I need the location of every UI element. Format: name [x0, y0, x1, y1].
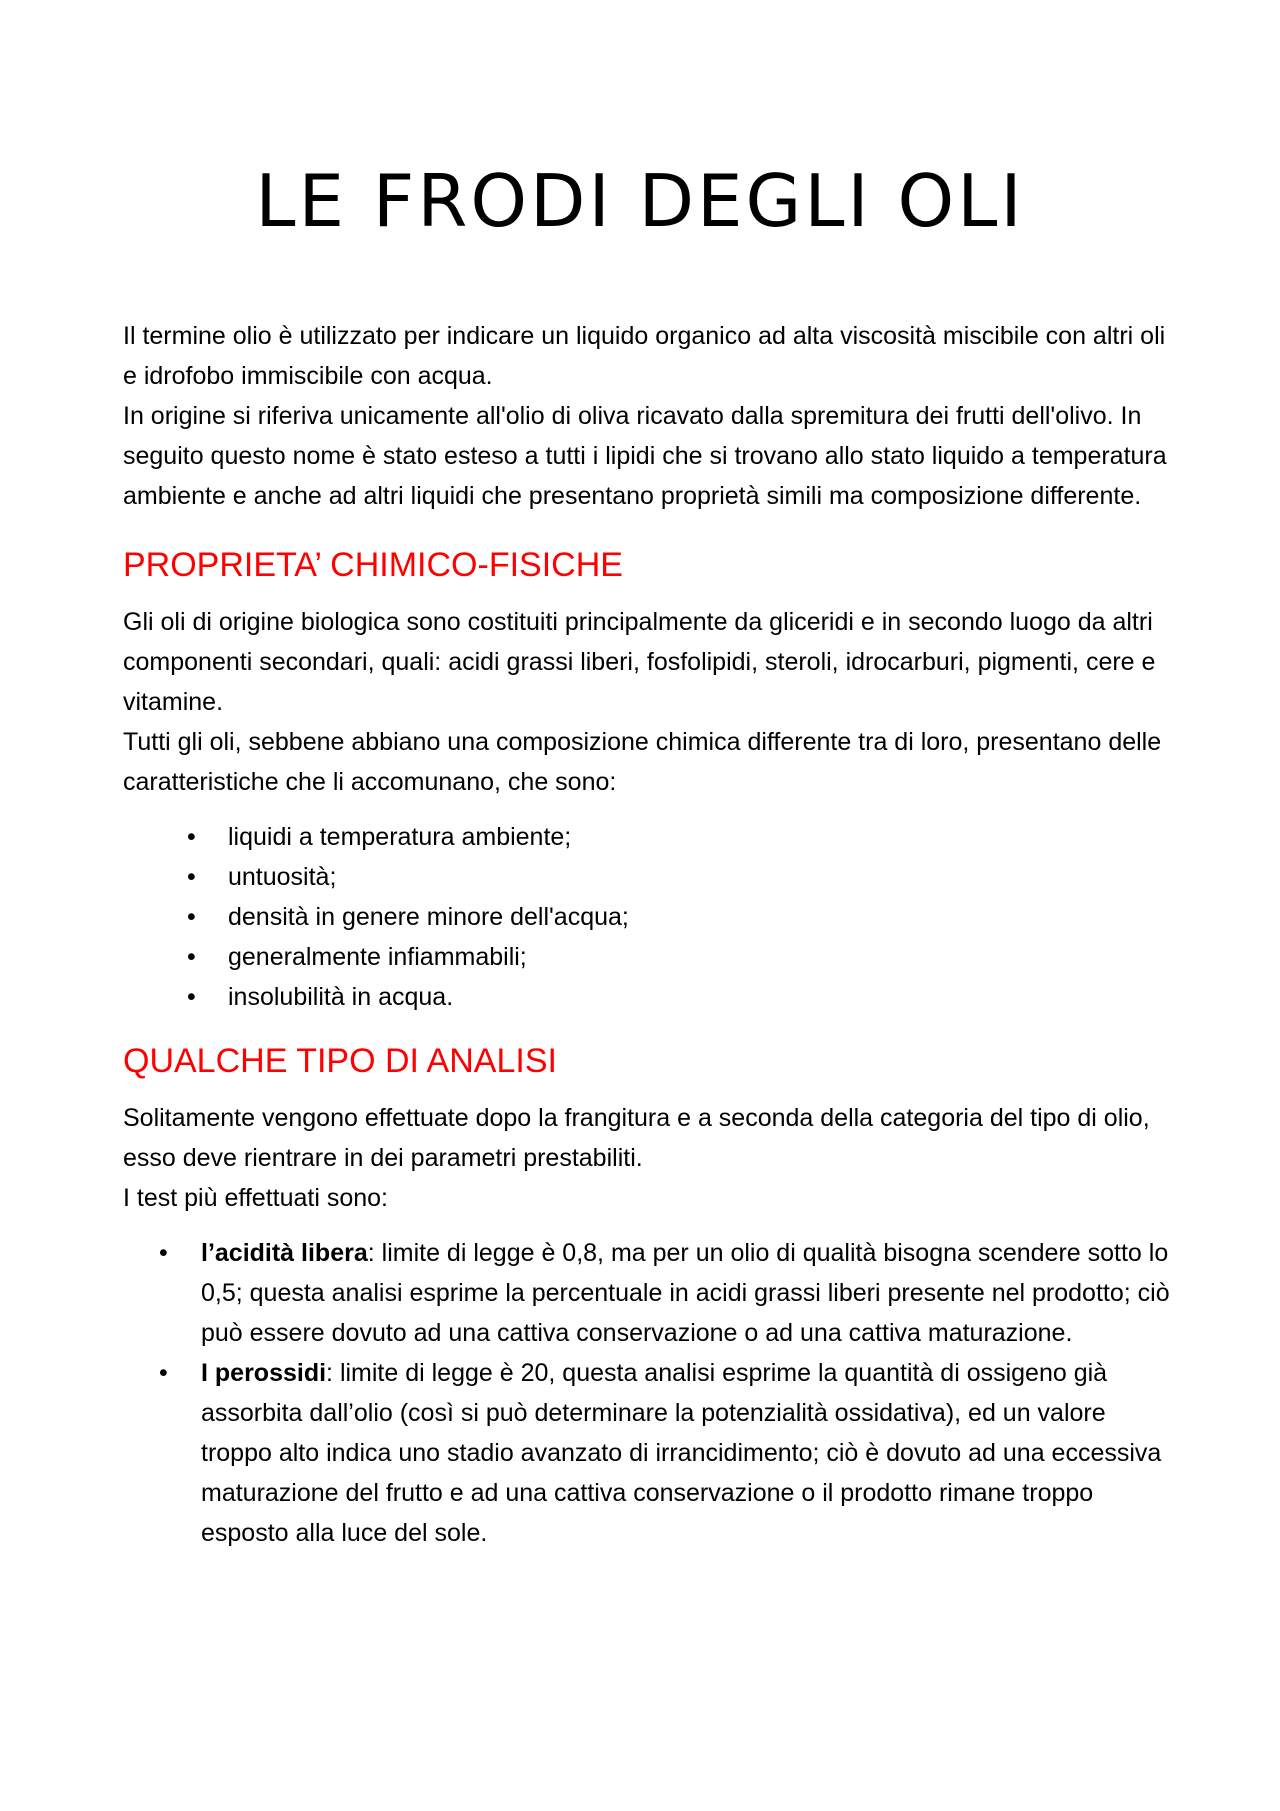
list-item: [123, 817, 1173, 857]
bullet-icon: •: [187, 863, 196, 891]
list-item-text: untuosità;: [228, 863, 337, 891]
list-item: [123, 1353, 1173, 1553]
analysis-paragraph-2: I test più effettuati sono:: [123, 1184, 388, 1212]
properties-paragraph-2: Tutti gli oli, sebbene abbiano una composizione chimica differente tra di loro, presentano delle caratteristiche che li accomunano, che sono:: [123, 728, 1162, 796]
analysis-term-peroxides: I perossidi: [201, 1359, 327, 1387]
list-item: [123, 937, 1173, 977]
analysis-term-acidity: l’acidità libera: [201, 1239, 368, 1267]
list-item-text: liquidi a temperatura ambiente;: [228, 823, 572, 851]
properties-list: [123, 817, 1173, 1017]
bullet-icon: •: [187, 903, 196, 931]
analysis-text-acidity: : limite di legge è 0,8, ma per un olio di qualità bisogna scendere sotto lo 0,5; questa analisi esprime la percentuale in acidi grassi liberi presente nel prodotto; ciò può essere dovuto ad una cattiva conservazione o ad una cattiva maturazione.: [201, 1239, 1170, 1347]
list-item: [123, 897, 1173, 937]
bullet-icon: •: [187, 983, 196, 1011]
properties-paragraph-1: Gli oli di origine biologica sono costituiti principalmente da gliceridi e in secondo luogo da altri componenti secondari, quali: acidi grassi liberi, fosfolipidi, steroli, idrocarburi, pigmenti, cere e vitamine.: [123, 608, 1156, 716]
list-item: [123, 1233, 1173, 1353]
list-item: [123, 857, 1173, 897]
document-title: LE FRODI DEGLI OLI: [255, 159, 1025, 243]
bullet-icon: •: [187, 943, 196, 971]
intro-paragraph-1: Il termine olio è utilizzato per indicare un liquido organico ad alta viscosità miscibile con altri oli e idrofobo immiscibile con acqua.: [123, 322, 1166, 390]
intro-paragraph-2: In origine si riferiva unicamente all'olio di oliva ricavato dalla spremitura dei frutti dell'olivo. In seguito questo nome è stato esteso a tutti i lipidi che si trovano allo stato liquido a temperatura ambiente e anche ad altri liquidi che presentano proprietà simili ma composizione differente.: [123, 402, 1167, 510]
analysis-text-peroxides: : limite di legge è 20, questa analisi esprime la quantità di ossigeno già assorbita dall’olio (così si può determinare la potenzialità ossidativa), ed un valore troppo alto indica uno stadio avanzato di irrancidimento; ciò è dovuto ad una eccessiva maturazione del frutto e ad una cattiva conservazione o il prodotto rimane troppo esposto alla luce del sole.: [201, 1359, 1162, 1547]
list-item-text: insolubilità in acqua.: [228, 983, 454, 1011]
bullet-icon: •: [159, 1359, 168, 1387]
document-body: [123, 316, 1173, 1553]
bullet-icon: •: [159, 1239, 168, 1267]
section-heading-analysis: QUALCHE TIPO DI ANALISI: [123, 1042, 557, 1080]
list-item: [123, 977, 1173, 1017]
analysis-paragraph-1: Solitamente vengono effettuate dopo la frangitura e a seconda della categoria del tipo di olio, esso deve rientrare in dei parametri prestabiliti.: [123, 1104, 1150, 1172]
analysis-list: [123, 1233, 1173, 1553]
section-heading-properties: PROPRIETA’ CHIMICO-FISICHE: [123, 546, 623, 584]
list-item-text: generalmente infiammabili;: [228, 943, 527, 971]
list-item-text: densità in genere minore dell'acqua;: [228, 903, 629, 931]
bullet-icon: •: [187, 823, 196, 851]
